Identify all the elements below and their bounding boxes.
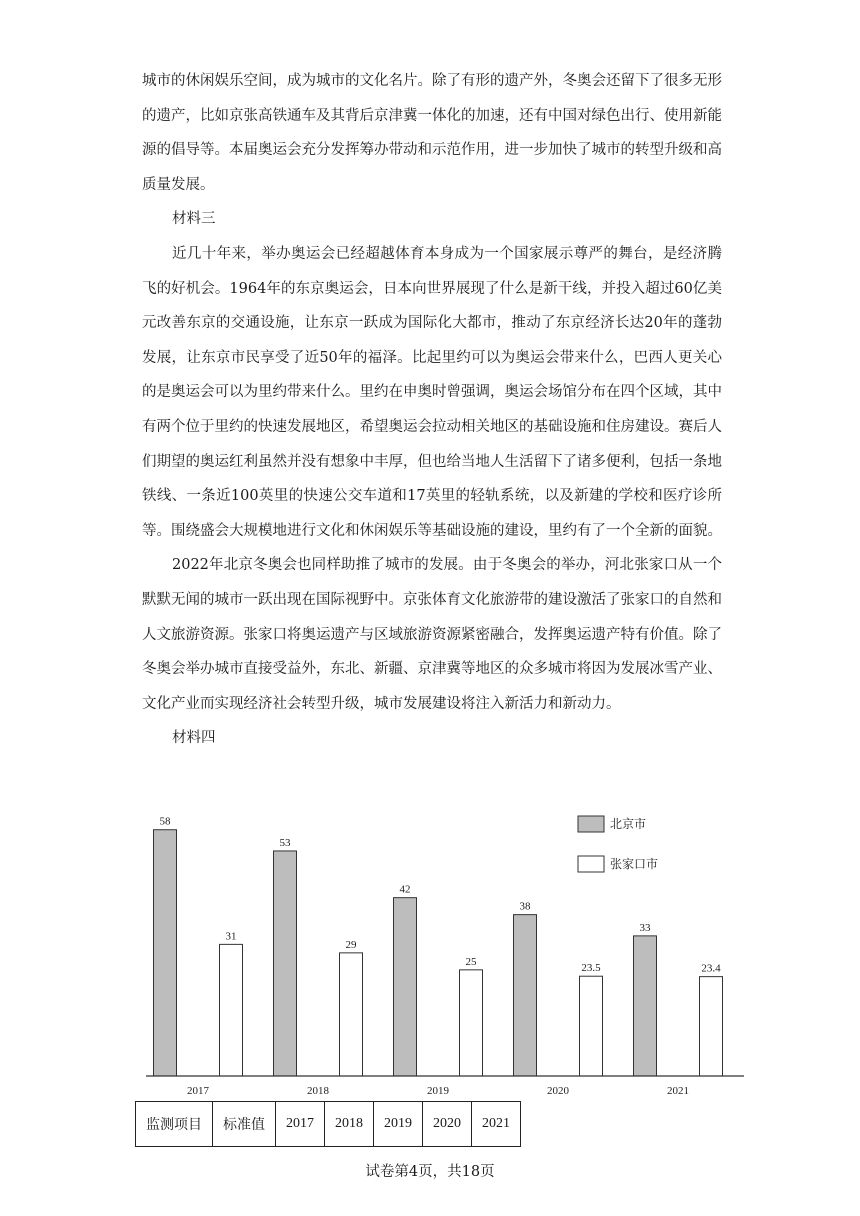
table-cell: 标准值	[213, 1102, 276, 1147]
table-row	[136, 1102, 521, 1147]
table-cell: 2018	[325, 1102, 374, 1147]
table-cell: 2017	[276, 1102, 325, 1147]
paragraph: 近几十年来，举办奥运会已经超越体育本身成为一个国家展示尊严的舞台，是经济腾飞的好机会。1964年的东京奥运会，日本向世界展现了什么是新干线，并投入超过60亿美元改善东京的交通设施，让东京一跃成为国际化大都市，推动了东京经济长达20年的蓬勃发展，让东京市民享受了近50年的福泽。比起里约可以为奥运会带来什么，巴西人更关心的是奥运会可以为里约带来什么。里约在申奥时曾强调，奥运会场馆分布在四个区域，其中有两个位于里约的快速发展地区，希望奥运会拉动相关地区的基础设施和住房建设。赛后人们期望的奥运红利虽然并没有想象中丰厚，但也给当地人生活留下了诸多便利，包括一条地铁线、一条近100英里的快速公交车道和17英里的轻轨系统，以及新建的学校和医疗诊所等。围绕盛会大规模地进行文化和休闲娱乐等基础设施的建设，里约有了一个全新的面貌。	[142, 245, 722, 539]
data-label: 29	[345, 938, 357, 951]
section-heading: 材料三	[172, 211, 216, 228]
data-label: 23.5	[581, 962, 601, 975]
article-text	[142, 64, 722, 756]
data-label: 31	[225, 930, 237, 943]
bar	[220, 944, 243, 1076]
legend-swatch	[578, 816, 604, 832]
bar	[274, 851, 297, 1076]
data-label: 38	[519, 900, 531, 913]
data-label: 25	[465, 955, 477, 968]
paragraph: 城市的休闲娱乐空间，成为城市的文化名片。除了有形的遗产外，冬奥会还留下了很多无形的遗产，比如京张高铁通车及其背后京津冀一体化的加速，还有中国对绿色出行、使用新能源的倡导等。本届奥运会充分发挥筹办带动和示范作用，进一步加快了城市的转型升级和高质量发展。	[142, 73, 722, 193]
bar	[580, 976, 603, 1076]
bar	[514, 915, 537, 1076]
legend-label: 北京市	[610, 817, 647, 831]
bar	[700, 977, 723, 1076]
data-label: 58	[159, 815, 171, 828]
bar	[394, 898, 417, 1076]
data-label: 53	[279, 836, 291, 849]
data-label: 42	[399, 883, 411, 896]
table-cell: 2021	[472, 1102, 521, 1147]
table-cell: 2019	[374, 1102, 423, 1147]
table-cell: 监测项目	[136, 1102, 213, 1147]
bar	[340, 953, 363, 1076]
x-tick-label: 2019	[427, 1085, 449, 1097]
data-label: 23.4	[701, 962, 721, 975]
x-tick-label: 2020	[547, 1085, 569, 1097]
monitoring-table	[135, 1101, 521, 1147]
bar	[634, 936, 657, 1076]
bar	[460, 970, 483, 1076]
legend-label: 张家口市	[610, 857, 659, 871]
data-label: 33	[639, 921, 651, 934]
section-heading: 材料四	[172, 730, 216, 747]
page-footer: 试卷第4页，共18页	[365, 1164, 495, 1180]
paragraph: 2022年北京冬奥会也同样助推了城市的发展。由于冬奥会的举办，河北张家口从一个默默无闻的城市一跃出现在国际视野中。京张体育文化旅游带的建设激活了张家口的自然和人文旅游资源。张家口将奥运遗产与区域旅游资源紧密融合，发挥奥运遗产特有价值。除了冬奥会举办城市直接受益外，东北、新疆、京津冀等地区的众多城市将因为发展冰雪产业、文化产业而实现经济社会转型升级，城市发展建设将注入新活力和新动力。	[142, 557, 722, 712]
bar-chart	[140, 800, 750, 1100]
x-tick-label: 2017	[187, 1085, 209, 1097]
x-tick-label: 2018	[307, 1085, 329, 1097]
bar	[154, 830, 177, 1076]
table-cell: 2020	[423, 1102, 472, 1147]
legend-swatch	[578, 856, 604, 872]
x-tick-label: 2021	[667, 1085, 689, 1097]
